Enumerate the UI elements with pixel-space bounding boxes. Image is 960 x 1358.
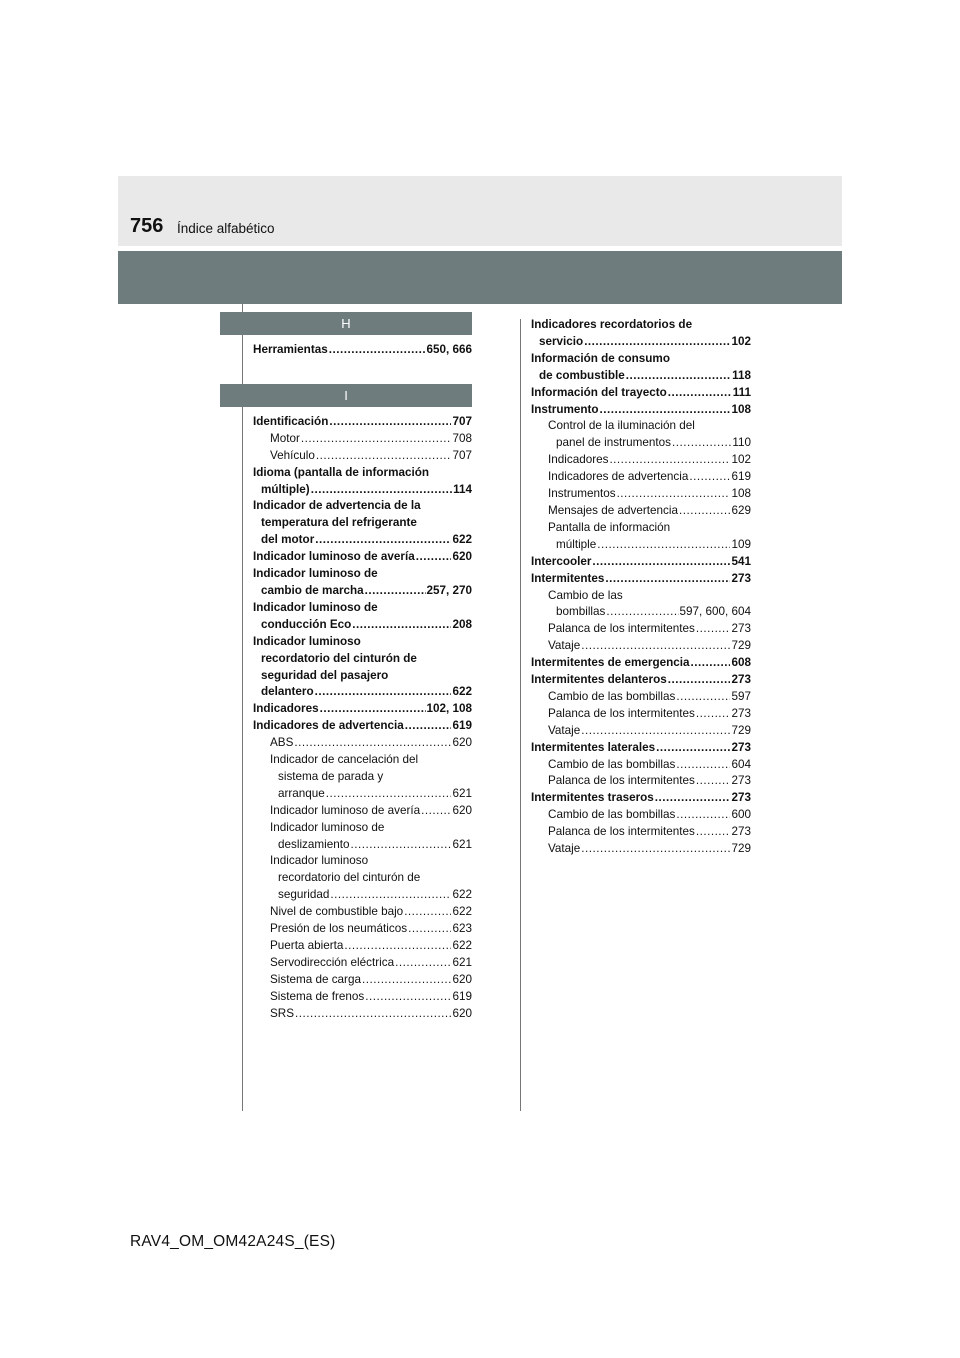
- index-entry: [253, 701, 472, 718]
- index-entry-term: Herramientas: [253, 343, 328, 356]
- index-entry-page: 622: [452, 905, 472, 919]
- index-entry-page: 623: [452, 922, 472, 936]
- index-entry: [531, 334, 751, 351]
- dot-leader: [295, 1006, 451, 1023]
- index-entry: [253, 532, 472, 549]
- index-entry-page: 620: [452, 803, 472, 817]
- index-entry-page: 108: [731, 402, 751, 416]
- dot-leader: [696, 773, 731, 790]
- index-entry: [531, 706, 751, 723]
- index-entry-term: Puerta abierta: [270, 939, 344, 952]
- index-entry-page: 597: [731, 689, 751, 703]
- dot-leader: [408, 921, 451, 938]
- dot-leader: [597, 537, 730, 554]
- index-entry: [253, 938, 472, 955]
- index-entry-page: 620: [452, 736, 472, 750]
- index-entry-page: 708: [452, 431, 472, 445]
- index-entry-term: Palanca de los intermitentes: [548, 774, 695, 788]
- index-entry-term: panel de instrumentos: [556, 436, 671, 450]
- index-line: Indicador de cancelación del: [270, 753, 419, 767]
- index-line: Pantalla de información: [548, 520, 671, 534]
- index-entry-term: Sistema de frenos: [270, 989, 365, 1003]
- index-entry: [253, 921, 472, 938]
- index-entry-page: 110: [732, 436, 751, 450]
- index-entry: [531, 672, 751, 689]
- index-entry: [253, 735, 472, 752]
- dot-leader: [668, 385, 732, 402]
- index-column-right: [531, 317, 751, 858]
- index-entry-term: arranque: [278, 786, 325, 800]
- index-entry-page: 621: [452, 837, 472, 851]
- index-list-i: [253, 414, 472, 1023]
- index-entry-page: 620: [452, 550, 472, 564]
- index-entry-page: 622: [452, 533, 472, 547]
- dot-leader: [696, 621, 731, 638]
- index-entry-page: 273: [731, 825, 751, 839]
- dot-leader: [315, 684, 452, 701]
- dot-leader: [344, 938, 451, 955]
- index-entry: [531, 469, 751, 486]
- index-entry-term: Instrumento: [531, 402, 599, 416]
- index-entry-term: Intermitentes laterales: [531, 740, 656, 754]
- index-line: Indicadores recordatorios de: [531, 318, 693, 331]
- index-entry-page: 208: [452, 617, 472, 631]
- dot-leader: [617, 486, 731, 503]
- page-number: 756: [130, 215, 164, 237]
- index-entry-page: 707: [452, 414, 472, 428]
- dot-leader: [329, 414, 451, 431]
- dot-leader: [316, 448, 452, 465]
- dot-leader: [672, 435, 731, 452]
- index-entry: [253, 718, 472, 735]
- index-entry-page: 102, 108: [426, 702, 472, 716]
- index-entry: [531, 435, 751, 452]
- index-entry: [253, 342, 472, 359]
- index-entry-term: Vehículo: [270, 448, 315, 462]
- index-entry-term: Intercooler: [531, 554, 592, 568]
- index-entry: [531, 824, 751, 841]
- dot-leader: [301, 431, 452, 448]
- index-list-h: [253, 342, 472, 359]
- index-entry-term: bombillas: [556, 605, 606, 619]
- index-entry-page: 541: [731, 554, 751, 568]
- dot-leader: [691, 655, 731, 672]
- dot-leader: [320, 701, 426, 718]
- index-entry-page: 257, 270: [426, 583, 472, 597]
- index-entry: [531, 604, 751, 621]
- dot-leader: [655, 790, 731, 807]
- letter-heading-h: H: [220, 312, 472, 335]
- dot-leader: [600, 402, 731, 419]
- dot-leader: [606, 604, 678, 621]
- index-line: Idioma (pantalla de información: [253, 465, 429, 479]
- right-column-rule: [520, 319, 521, 1111]
- index-entry-page: 273: [731, 791, 751, 805]
- index-entry-page: 729: [731, 639, 751, 653]
- index-entry: [531, 790, 751, 807]
- index-entry-term: Indicadores de advertencia: [548, 470, 689, 484]
- index-entry-page: 622: [452, 685, 472, 699]
- index-entry-term: Intermitentes de emergencia: [531, 656, 690, 670]
- index-line: Información de consumo: [531, 351, 670, 365]
- dot-leader: [326, 786, 452, 803]
- index-entry-page: 621: [452, 786, 472, 800]
- dot-leader: [581, 841, 730, 858]
- dot-leader: [696, 706, 731, 723]
- index-entry: [531, 773, 751, 790]
- dot-leader: [656, 740, 730, 757]
- index-entry-term: Intermitentes: [531, 571, 605, 585]
- index-entry-term: Vataje: [548, 842, 581, 856]
- index-entry: [253, 904, 472, 921]
- index-entry-page: 619: [731, 470, 751, 484]
- index-entry: [531, 503, 751, 520]
- index-entry: [531, 689, 751, 706]
- index-line: Indicador luminoso: [253, 634, 361, 648]
- dot-leader: [581, 638, 730, 655]
- index-entry: [531, 368, 751, 385]
- index-entry: [531, 723, 751, 740]
- index-line: Indicador luminoso de: [270, 820, 385, 834]
- dot-leader: [365, 583, 426, 600]
- dot-leader: [329, 342, 426, 359]
- letter-heading-i: I: [220, 384, 472, 407]
- index-entry: [253, 786, 472, 803]
- index-entry-term: Información del trayecto: [531, 385, 667, 399]
- index-entry-term: Identificación: [253, 414, 329, 428]
- index-entry: [531, 740, 751, 757]
- index-line: Indicador luminoso de: [253, 600, 378, 614]
- index-entry-term: Palanca de los intermitentes: [548, 825, 695, 839]
- index-entry: [253, 989, 472, 1006]
- index-entry-term: Presión de los neumáticos: [270, 922, 408, 936]
- index-entry-term: Palanca de los intermitentes: [548, 622, 695, 636]
- index-entry-page: 102: [731, 334, 751, 348]
- index-entry-page: 273: [731, 740, 751, 754]
- index-entry-page: 620: [452, 1006, 472, 1020]
- dot-leader: [696, 824, 731, 841]
- index-entry: [531, 807, 751, 824]
- index-entry: [253, 837, 472, 854]
- index-entry-term: Instrumentos: [548, 487, 616, 501]
- index-entry: [531, 638, 751, 655]
- index-entry: [253, 431, 472, 448]
- dot-leader: [592, 554, 730, 571]
- index-entry: [253, 549, 472, 566]
- index-entry-term: Nivel de combustible bajo: [270, 905, 404, 919]
- dot-leader: [668, 672, 731, 689]
- index-entry-page: 118: [732, 368, 751, 382]
- index-entry-term: Servodirección eléctrica: [270, 955, 395, 969]
- index-line: temperatura del refrigerante: [261, 516, 417, 530]
- dot-leader: [605, 571, 730, 588]
- index-entry-page: 111: [732, 385, 751, 399]
- index-entry-term: Cambio de las bombillas: [548, 757, 676, 771]
- index-entry-term: Mensajes de advertencia: [548, 503, 678, 517]
- index-entry: [531, 621, 751, 638]
- index-entry-page: 620: [452, 972, 472, 986]
- index-entry-page: 273: [731, 571, 751, 585]
- index-entry: [253, 803, 472, 820]
- index-entry-term: Palanca de los intermitentes: [548, 706, 695, 720]
- index-entry-page: 707: [452, 448, 472, 462]
- index-entry-page: 650, 666: [426, 343, 472, 356]
- index-entry: [253, 887, 472, 904]
- index-entry-page: 729: [731, 842, 751, 856]
- index-entry-page: 619: [452, 719, 472, 733]
- dot-leader: [609, 452, 730, 469]
- index-entry: [253, 617, 472, 634]
- index-entry: [253, 448, 472, 465]
- index-entry-page: 622: [452, 939, 472, 952]
- index-entry-term: Cambio de las bombillas: [548, 689, 676, 703]
- index-entry-page: 600: [731, 808, 751, 822]
- dot-leader: [404, 904, 451, 921]
- index-entry-term: Indicador luminoso de avería: [270, 803, 421, 817]
- index-entry-term: Motor: [270, 431, 300, 445]
- index-entry: [253, 955, 472, 972]
- index-entry: [531, 757, 751, 774]
- index-entry: [253, 583, 472, 600]
- index-line: Indicador de advertencia de la: [253, 499, 421, 513]
- dot-leader: [416, 549, 452, 566]
- index-entry-page: 729: [731, 723, 751, 737]
- index-entry-term: delantero: [261, 685, 314, 699]
- index-entry: [531, 554, 751, 571]
- index-entry: [531, 385, 751, 402]
- index-entry-term: Vataje: [548, 639, 581, 653]
- index-line: Indicador luminoso de: [253, 567, 378, 581]
- dot-leader: [689, 469, 730, 486]
- index-line: Control de la iluminación del: [548, 419, 695, 433]
- document-code: RAV4_OM_OM42A24S_(ES): [130, 1233, 336, 1250]
- dot-leader: [581, 723, 730, 740]
- index-line: seguridad del pasajero: [261, 668, 389, 682]
- index-entry: [253, 414, 472, 431]
- index-entry-page: 597, 600, 604: [679, 605, 751, 619]
- index-entry: [253, 482, 472, 499]
- dot-leader: [679, 503, 731, 520]
- index-entry-term: seguridad: [278, 888, 330, 902]
- index-entry: [253, 972, 472, 989]
- dot-leader: [350, 837, 451, 854]
- index-entry-page: 621: [452, 955, 472, 969]
- index-entry-term: servicio: [539, 334, 584, 348]
- index-line: Indicador luminoso: [270, 854, 369, 868]
- index-entry-term: conducción Eco: [261, 617, 352, 631]
- dot-leader: [311, 482, 452, 499]
- index-line: Cambio de las: [548, 588, 623, 602]
- index-entry-page: 108: [731, 487, 751, 501]
- index-line: recordatorio del cinturón de: [261, 651, 417, 665]
- dot-leader: [584, 334, 730, 351]
- index-entry-term: deslizamiento: [278, 837, 350, 851]
- index-entry: [531, 402, 751, 419]
- index-entry: [531, 452, 751, 469]
- index-entry-term: Cambio de las bombillas: [548, 808, 676, 822]
- dot-leader: [421, 803, 451, 820]
- index-entry-page: 604: [731, 757, 751, 771]
- index-entry-term: Indicadores: [548, 453, 609, 467]
- index-line: sistema de parada y: [278, 769, 384, 783]
- index-entry-term: SRS: [270, 1006, 295, 1020]
- dot-leader: [405, 718, 452, 735]
- dot-leader: [676, 807, 730, 824]
- index-entry: [531, 537, 751, 554]
- index-entry-term: Indicadores de advertencia: [253, 719, 404, 733]
- index-entry-page: 619: [452, 989, 472, 1003]
- index-entry-term: múltiple: [556, 537, 597, 551]
- index-line: recordatorio del cinturón de: [278, 871, 421, 885]
- header-bar: [118, 251, 842, 304]
- index-entry-term: de combustible: [539, 368, 625, 382]
- index-entry-term: Indicador luminoso de avería: [253, 550, 415, 564]
- index-entry-term: Sistema de carga: [270, 972, 361, 986]
- section-title: Índice alfabético: [177, 221, 275, 236]
- dot-leader: [352, 617, 451, 634]
- left-column-rule: [242, 304, 243, 1111]
- index-column-left: [253, 312, 472, 1023]
- index-entry-page: 273: [731, 622, 751, 636]
- index-entry: [531, 571, 751, 588]
- index-entry-term: ABS: [270, 736, 294, 750]
- index-entry: [531, 486, 751, 503]
- index-entry-term: Intermitentes delanteros: [531, 673, 667, 687]
- index-entry-term: Vataje: [548, 723, 581, 737]
- index-entry-term: Indicadores: [253, 702, 319, 716]
- index-entry-term: Intermitentes traseros: [531, 791, 654, 805]
- dot-leader: [676, 689, 730, 706]
- dot-leader: [365, 989, 451, 1006]
- dot-leader: [362, 972, 452, 989]
- index-entry-term: múltiple): [261, 482, 310, 496]
- index-entry-page: 273: [731, 706, 751, 720]
- index-entry: [253, 684, 472, 701]
- index-entry-page: 273: [731, 673, 751, 687]
- dot-leader: [330, 887, 451, 904]
- index-entry-page: 629: [731, 503, 751, 517]
- index-entry-page: 114: [453, 482, 472, 496]
- dot-leader: [395, 955, 451, 972]
- dot-leader: [315, 532, 451, 549]
- index-entry-page: 102: [731, 453, 751, 467]
- index-list-right: [531, 317, 751, 858]
- dot-leader: [676, 757, 730, 774]
- index-entry-page: 273: [731, 774, 751, 788]
- index-entry: [253, 1006, 472, 1023]
- index-entry: [531, 655, 751, 672]
- index-entry-term: cambio de marcha: [261, 583, 364, 597]
- dot-leader: [626, 368, 731, 385]
- index-entry-page: 109: [731, 537, 751, 551]
- dot-leader: [294, 735, 451, 752]
- index-entry-term: del motor: [261, 533, 315, 547]
- index-entry-page: 622: [452, 888, 472, 902]
- index-entry-page: 608: [731, 656, 751, 670]
- index-entry: [531, 841, 751, 858]
